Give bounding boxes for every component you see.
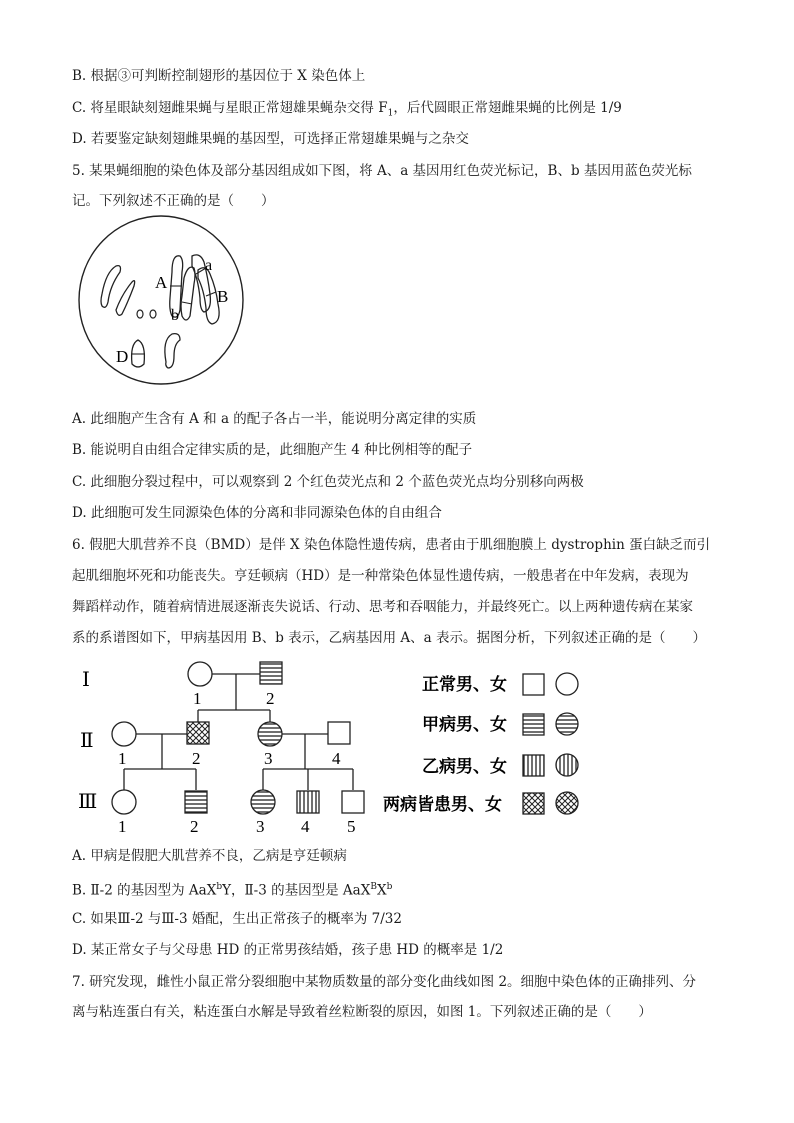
q6-option-b-text-2: Y，Ⅱ-3 的基因型是 AaX — [222, 882, 371, 899]
q6-option-b — [72, 877, 392, 901]
pedigree-III5-normal-male — [342, 791, 364, 813]
pedigree-num-I1: 1 — [193, 689, 202, 708]
q6-option-a: A. 甲病是假肥大肌营养不良，乙病是亨廷顿病 — [72, 848, 347, 864]
chromosome-left-1 — [101, 266, 121, 308]
legend-both-male — [523, 793, 544, 814]
q6-option-d: D. 某正常女子与父母患 HD 的正常男孩结婚，孩子患 HD 的概率是 1/2 — [72, 942, 504, 958]
q5-option-d: D. 此细胞可发生同源染色体的分离和非同源染色体的自由组合 — [72, 505, 442, 521]
pedigree-num-III3: 3 — [256, 817, 265, 836]
pedigree-II1-normal-female — [112, 722, 136, 746]
pedigree-num-III5: 5 — [347, 817, 356, 836]
chromosome-left-2 — [116, 281, 135, 316]
pedigree-num-II1: 1 — [118, 749, 127, 768]
q6-option-b-text-3: X — [376, 882, 387, 899]
q7-stem-line-2: 离与粘连蛋白有关，粘连蛋白水解是导致着丝粒断裂的原因，如图 1。下列叙述正确的是（ ） — [72, 1004, 652, 1020]
pedigree-chart — [70, 654, 610, 844]
pedigree-num-III1: 1 — [118, 817, 127, 836]
legend-label-disease-b: 乙病男、女 — [422, 757, 507, 776]
pedigree-III3-disease-a-female — [251, 790, 275, 814]
pedigree-II3-disease-a-female — [258, 722, 282, 746]
chromosome-y-shape — [165, 334, 180, 368]
q5-option-a: A. 此细胞产生含有 A 和 a 的配子各占一半，能说明分离定律的实质 — [72, 411, 477, 427]
q6-option-b-text-1: B. Ⅱ-2 的基因型为 AaX — [72, 882, 217, 899]
legend-disease-a-female — [556, 713, 578, 735]
legend-both-female — [556, 792, 578, 814]
q5-option-b: B. 能说明自由组合定律实质的是，此细胞产生 4 种比例相等的配子 — [72, 442, 473, 458]
legend-label-both: 两病皆患男、女 — [383, 795, 502, 814]
gene-label-B: B — [217, 287, 229, 306]
q6-stem-line-4: 系的系谱图如下，甲病基因用 B、b 表示，乙病基因用 A、a 表示。据图分析，下列叙述正确的是（ ） — [72, 630, 707, 646]
q6-stem-line-2: 起肌细胞坏死和功能丧失。亨廷顿病（HD）是一种常染色体显性遗传病，一般患者在中年发病，表现为 — [72, 568, 689, 584]
q6-option-b-sup-2: B — [370, 882, 377, 892]
pedigree-II4-normal-male — [328, 722, 350, 744]
legend-disease-a-male — [523, 714, 544, 735]
gene-label-A: A — [155, 273, 168, 292]
pedigree-num-I2: 2 — [266, 689, 275, 708]
q6-stem-line-3: 舞蹈样动作，随着病情进展逐渐丧失说话、行动、思考和吞咽能力，并最终死亡。以上两种遗传病在某家 — [72, 599, 693, 615]
option-d-prev: D. 若要鉴定缺刻翅雌果蝇的基因型，可选择正常翅雄果蝇与之杂交 — [72, 131, 469, 147]
legend-disease-b-female — [556, 754, 578, 776]
legend-label-normal: 正常男、女 — [422, 675, 507, 694]
legend-normal-female — [556, 673, 578, 695]
generation-label-2: Ⅱ — [80, 730, 94, 752]
dot-chromosome-2 — [150, 310, 156, 318]
pedigree-num-II2: 2 — [192, 749, 201, 768]
cell-diagram — [76, 212, 246, 388]
dot-chromosome-1 — [137, 310, 143, 318]
option-c-prev — [72, 98, 622, 124]
gene-band-B — [206, 292, 216, 296]
pedigree-num-II4: 4 — [332, 749, 341, 768]
pedigree-legend — [383, 673, 578, 814]
generation-label-3: Ⅲ — [78, 791, 98, 813]
gene-band-b — [182, 302, 192, 304]
option-c-text-1: C. 将星眼缺刻翅雌果蝇与星眼正常翅雄果蝇杂交得 F — [72, 100, 388, 116]
q5-option-c: C. 此细胞分裂过程中，可以观察到 2 个红色荧光点和 2 个蓝色荧光点均分别移向两极 — [72, 474, 584, 490]
q6-option-b-sup-1: b — [216, 882, 223, 892]
pedigree-I1-normal-female — [188, 662, 212, 686]
pedigree-num-III2: 2 — [190, 817, 199, 836]
gene-label-a: a — [205, 257, 213, 274]
q5-stem-line-2: 记。下列叙述不正确的是（ ） — [72, 193, 275, 209]
generation-label-1: Ⅰ — [82, 669, 90, 691]
option-b-prev: B. 根据③可判断控制翅形的基因位于 X 染色体上 — [72, 68, 366, 84]
q5-stem-line-1: 5. 某果蝇细胞的染色体及部分基因组成如下图，将 A、a 基因用红色荧光标记，B、b 基因用蓝色荧光标 — [72, 163, 692, 179]
q6-option-b-sup-3: b — [386, 882, 393, 892]
pedigree-II2-both-diseases-male — [187, 722, 209, 744]
pedigree-num-III4: 4 — [301, 817, 310, 836]
pedigree-III2-disease-a-male — [185, 791, 207, 813]
pedigree-I2-disease-a-male — [260, 662, 282, 684]
q7-stem-line-1: 7. 研究发现，雌性小鼠正常分裂细胞中某物质数量的部分变化曲线如图 2。细胞中染色体的正确排列、分 — [72, 974, 697, 990]
pedigree-num-II3: 3 — [264, 749, 273, 768]
q6-stem-line-1: 6. 假肥大肌营养不良（BMD）是伴 X 染色体隐性遗传病，患者由于肌细胞膜上 dystrophin 蛋白缺乏而引 — [72, 537, 711, 553]
gene-label-D: D — [116, 347, 129, 366]
legend-label-disease-a: 甲病男、女 — [422, 715, 507, 734]
pedigree-III1-normal-female — [112, 790, 136, 814]
legend-disease-b-male — [523, 755, 544, 776]
gene-label-b: b — [171, 307, 179, 324]
option-c-text-2: ，后代圆眼正常翅雌果蝇的比例是 1/9 — [393, 100, 622, 116]
chromosome-b — [181, 267, 195, 320]
option-c-subscript: 1 — [387, 108, 394, 119]
legend-normal-male — [523, 674, 544, 695]
q6-option-c: C. 如果Ⅲ-2 与Ⅲ-3 婚配，生出正常孩子的概率为 7/32 — [72, 911, 402, 927]
pedigree-III4-disease-b-male — [297, 791, 319, 813]
chromosome-B — [198, 268, 219, 324]
